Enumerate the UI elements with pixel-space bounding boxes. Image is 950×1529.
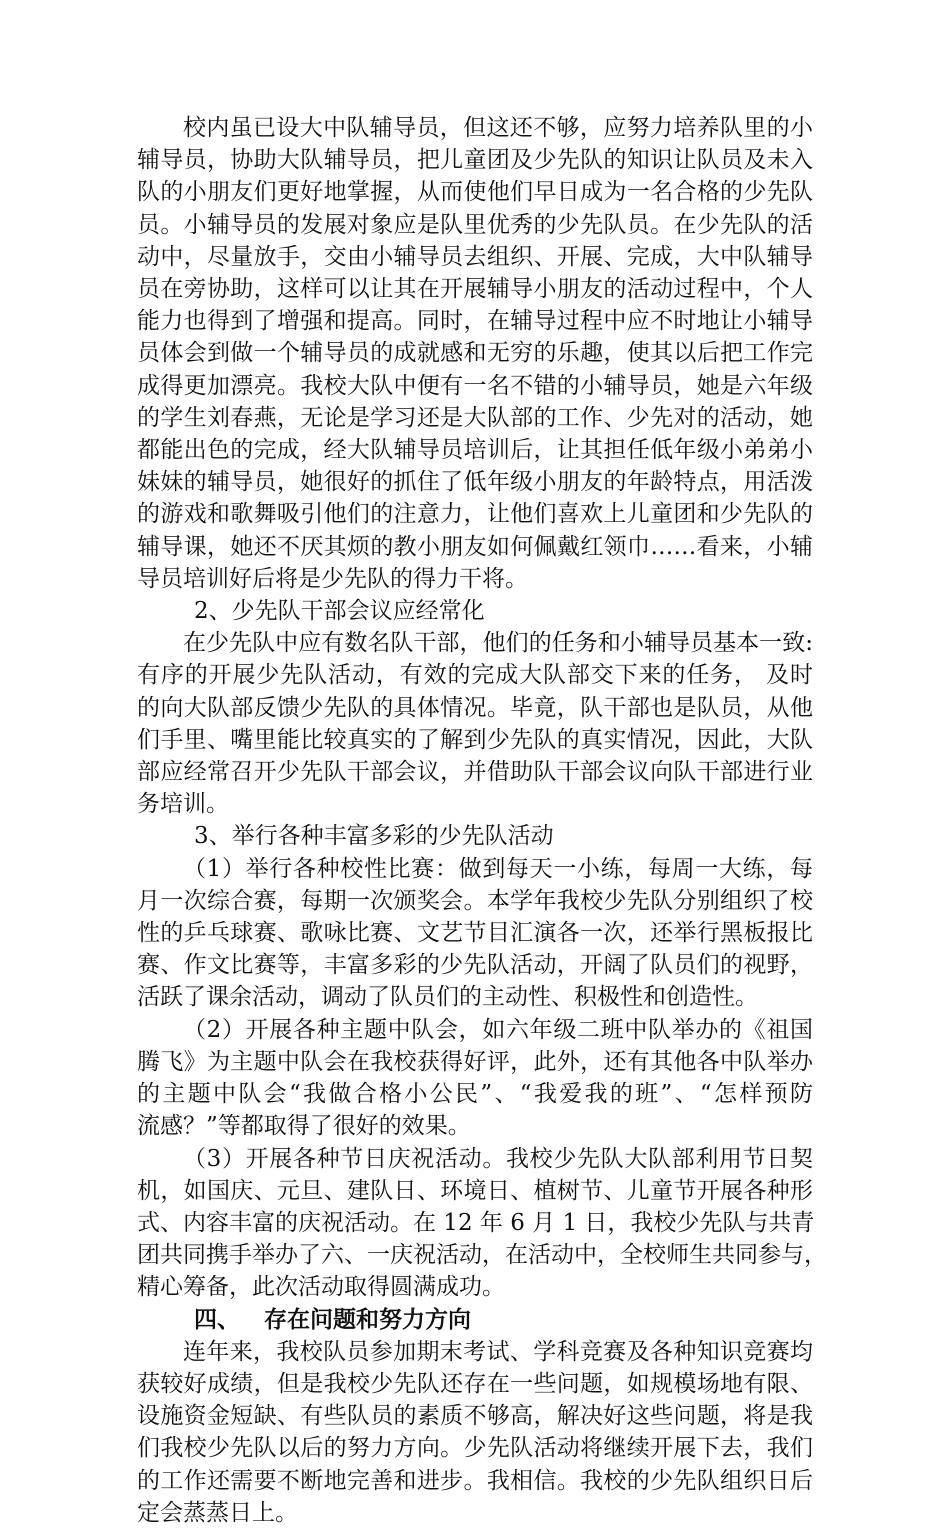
text-line: 式、内容丰富的庆祝活动。在 12 年 6 月 1 日，我校少先队与共青 (137, 1209, 815, 1236)
document-page (137, 112, 827, 1529)
text-line: 的主题中队会“我做合格小公民”、“我爱我的班”、“怎样预防 (137, 1081, 813, 1108)
text-line: 们我校少先队以后的努力方向。少先队活动将继续开展下去，我们 (137, 1435, 813, 1462)
text-line: 流感？”等都取得了很好的效果。 (137, 1113, 471, 1140)
text-line: 连年来，我校队员参加期末考试、学科竞赛及各种知识竞赛均 (183, 1338, 813, 1365)
text-line: 务培训。 (137, 791, 229, 818)
text-line: 员。小辅导员的发展对象应是队里优秀的少先队员。在少先队的活 (137, 211, 813, 238)
text-line: 的游戏和歌舞吸引他们的注意力，让他们喜欢上儿童团和少先队的 (137, 501, 813, 528)
text-line: 员体会到做一个辅导员的成就感和无穷的乐趣，使其以后把工作完 (137, 340, 813, 367)
text-line: 辅导员，协助大队辅导员，把儿童团及少先队的知识让队员及未入 (137, 147, 813, 174)
paragraph-problems-direction (137, 1336, 813, 1529)
section-subheading-2: 2、少先队干部会议应经常化 (194, 598, 485, 625)
paragraph-school-competitions (137, 853, 813, 1014)
text-line: 辅导课，她还不厌其烦的教小朋友如何佩戴红领巾……看来，小辅 (137, 533, 813, 560)
text-line: 的工作还需要不断地完善和进步。我相信。我校的少先队组织日后 (137, 1467, 813, 1494)
paragraph-theme-meetings (137, 1014, 813, 1143)
text-line: 的学生刘春燕，无论是学习还是大队部的工作、少先对的活动，她 (137, 404, 813, 431)
text-line: 设施资金短缺、有些队员的素质不够高，解决好这些问题，将是我 (137, 1403, 813, 1430)
text-line: 精心筹备，此次活动取得圆满成功。 (137, 1274, 505, 1301)
text-line: 腾飞》为主题中队会在我校获得好评，此外，还有其他各中队举办 (137, 1048, 813, 1075)
text-line: 获较好成绩，但是我校少先队还存在一些问题，如规模场地有限、 (137, 1370, 813, 1397)
text-line: （3）开展各种节日庆祝活动。我校少先队大队部利用节日契 (183, 1145, 813, 1172)
paragraph-small-counselors (137, 112, 813, 595)
text-line: 的向大队部反馈少先队的具体情况。毕竟，队干部也是队员，从他 (137, 694, 813, 721)
text-line: 队的小朋友们更好地掌握，从而使他们早日成为一名合格的少先队 (137, 179, 813, 206)
text-line: 赛、作文比赛等，丰富多彩的少先队活动，开阔了队员们的视野， (137, 952, 813, 979)
text-line: 妹妹的辅导员，她很好的抓住了低年级小朋友的年龄特点，用活泼 (137, 469, 813, 496)
paragraph-team-cadres (137, 627, 813, 820)
text-line: 们手里、嘴里能比较真实的了解到少先队的真实情况，因此，大队 (137, 726, 813, 753)
text-line: 校内虽已设大中队辅导员，但这还不够，应努力培养队里的小 (183, 115, 813, 141)
section-heading-4: 四、 存在问题和努力方向 (194, 1306, 472, 1333)
text-line: 部应经常召开少先队干部会议，并借助队干部会议向队干部进行业 (137, 759, 813, 786)
section-subheading-3: 3、举行各种丰富多彩的少先队活动 (194, 823, 554, 850)
text-line: 成得更加漂亮。我校大队中便有一名不错的小辅导员，她是六年级 (137, 372, 813, 399)
text-line: 团共同携手举办了六、一庆祝活动，在活动中，全校师生共同参与， (137, 1242, 827, 1269)
text-line: 定会蒸蒸日上。 (137, 1499, 298, 1526)
text-line: 在少先队中应有数名队干部，他们的任务和小辅导员基本一致: (183, 630, 813, 657)
text-line: 性的乒乓球赛、歌咏比赛、文艺节目汇演各一次，还举行黑板报比 (137, 920, 813, 947)
text-line: 员在旁协助，这样可以让其在开展辅导小朋友的活动过程中，个人 (137, 276, 813, 303)
text-line: 机，如国庆、元旦、建队日、环境日、植树节、儿童节开展各种形 (137, 1177, 813, 1204)
text-line: （1）举行各种校性比赛：做到每天一小练，每周一大练，每 (183, 855, 813, 882)
paragraph-festival-activities (137, 1143, 827, 1304)
text-line: 月一次综合赛，每期一次颁奖会。本学年我校少先队分别组织了校 (137, 887, 813, 914)
text-line: 导员培训好后将是少先队的得力干将。 (137, 565, 528, 592)
text-line: 动中，尽量放手，交由小辅导员去组织、开展、完成，大中队辅导 (137, 243, 813, 270)
text-line: 能力也得到了增强和提高。同时，在辅导过程中应不时地让小辅导 (137, 308, 813, 335)
text-line: 都能出色的完成，经大队辅导员培训后，让其担任低年级小弟弟小 (137, 437, 813, 464)
text-line: 活跃了课余活动，调动了队员们的主动性、积极性和创造性。 (137, 984, 758, 1011)
text-line: （2）开展各种主题中队会，如六年级二班中队举办的《祖国 (183, 1016, 813, 1043)
text-line: 有序的开展少先队活动，有效的完成大队部交下来的任务， 及时 (137, 662, 813, 689)
